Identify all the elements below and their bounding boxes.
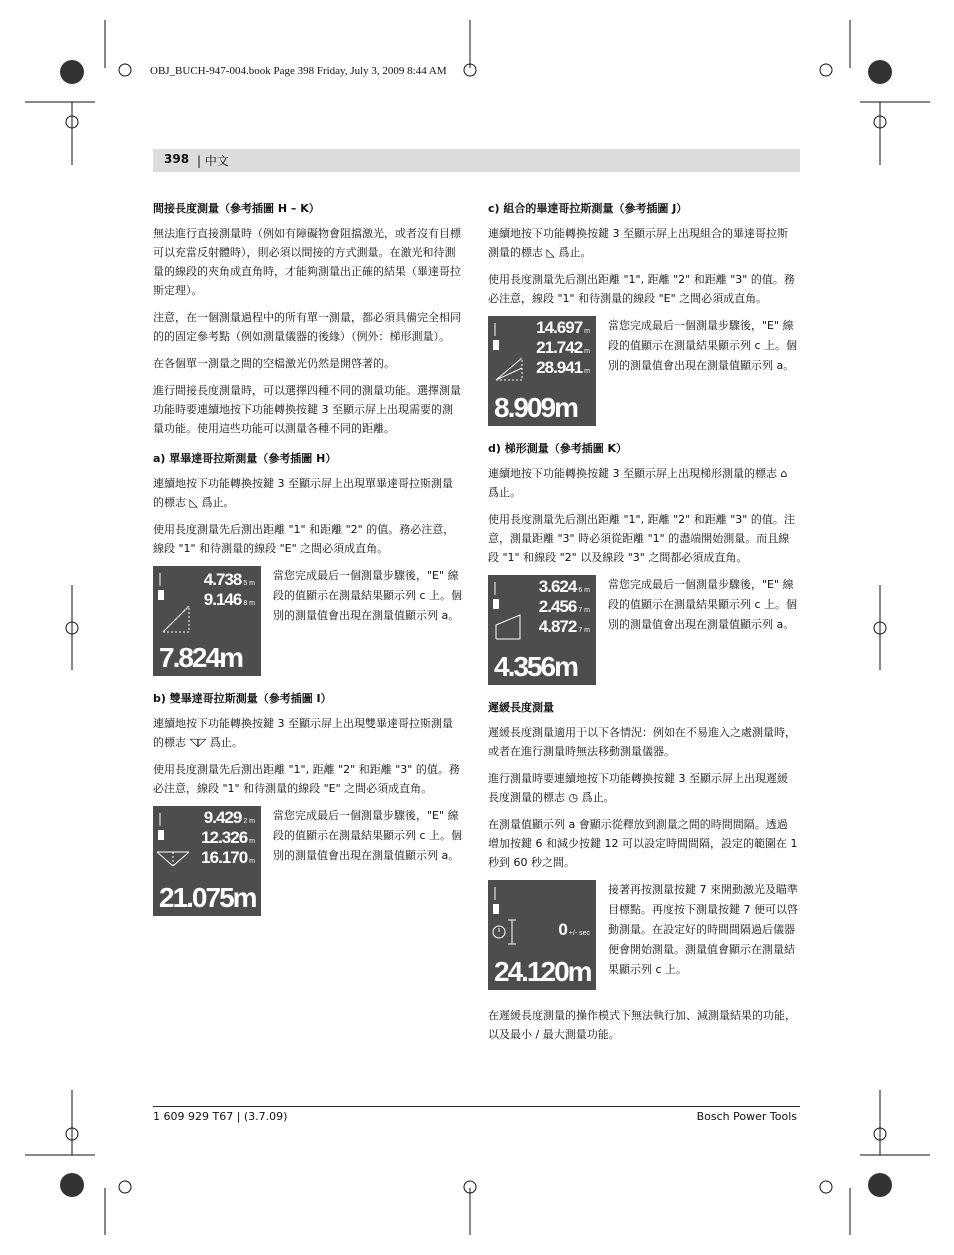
paragraph: 連續地按下功能轉換按鍵 3 至顯示屏上出現雙畢達哥拉斯測量的標志 ◹◸ 爲止。 <box>153 717 453 749</box>
section-b-title: b) 雙畢達哥拉斯測量（參考插圖 I） <box>153 692 332 705</box>
figure-delay <box>488 880 798 992</box>
file-header: OBJ_BUCH-947-004.book Page 398 Friday, July 3, 2009 8:44 AM <box>150 65 447 77</box>
value-row-2: 21.742 <box>536 338 583 357</box>
lcd-display: 3.624 6 m 2.456 7 m 4.872 7 m 4.356m <box>488 575 596 685</box>
paragraph: 進行間接長度測量時，可以選擇四種不同的測量功能。選擇測量功能時要連續地按下功能轉換按鍵 3 至顯示屏上出現需要的測量功能。使用這些功能可以測量各種不同的距離。 <box>153 384 461 435</box>
figure-j <box>488 316 798 428</box>
value-row-3: 28.941 <box>536 358 583 377</box>
indirect-measurement-title: 間接長度測量（參考插圖 H – K） <box>153 202 320 215</box>
lcd-display: 4.738 5 m 9.146 8 m 7.824m <box>153 566 261 676</box>
result-value: 8.909m <box>494 392 577 423</box>
device-icon <box>157 812 171 852</box>
paragraph: 連續地按下功能轉換按鍵 3 至顯示屏上出現組合的畢達哥拉斯測量的標志 ◺ 爲止。 <box>488 227 788 259</box>
paragraph: 使用長度測量先后測出距離 "1" 和距離 "2" 的值。務必注意，線段 "1" 和待測量的線段 "E" 之間必須成直角。 <box>153 523 455 555</box>
result-value: 24.120m <box>494 956 591 987</box>
lcd-display: 9.429 2 m 12.326 m 16.170 m 21.075m <box>153 806 261 916</box>
figure-caption: 當您完成最后一個測量步驟後，"E" 線段的值顯示在測量結果顯示列 c 上。個別的測量值會出現在測量值顯示列 a。 <box>273 569 463 622</box>
section-d-title: d) 梯形測量（參考插圖 K） <box>488 442 628 455</box>
paragraph: 使用長度測量先后測出距離 "1", 距離 "2" 和距離 "3" 的值。務必注意，線段 "1" 和待測量的線段 "E" 之間必須成直角。 <box>488 273 795 305</box>
figure-caption: 接著再按測量按鍵 7 來開動激光及瞄準目標點。再度按下測量按鍵 7 便可以啓動測量。在設定好的時間間隔過后儀器便會開始測量。測量值會顯示在測量結果顯示列 c 上。 <box>608 883 798 976</box>
value-row-1: 14.697 <box>536 318 583 337</box>
page-header-bar <box>153 149 800 172</box>
value-row-1: 9.429 <box>203 808 242 827</box>
paragraph: 進行測量時要連續地按下功能轉換按鍵 3 至顯示屏上出現遲緩長度測量的標志 ◷ 爲止。 <box>488 772 788 804</box>
result-value: 4.356m <box>494 651 577 682</box>
paragraph: 在遲緩長度測量的操作模式下無法執行加、減測量結果的功能，以及最小 / 最大測量功能。 <box>488 1009 796 1041</box>
value-row-1: 3.624 <box>538 577 577 596</box>
paragraph: 連續地按下功能轉換按鍵 3 至顯示屏上出現單畢達哥拉斯測量的標志 ◺ 爲止。 <box>153 477 453 509</box>
result-value: 21.075m <box>159 882 256 913</box>
result-value: 7.824m <box>159 642 242 673</box>
figure-caption: 當您完成最后一個測量步驟後，"E" 線段的值顯示在測量結果顯示列 c 上。個別的測量值會出現在測量值顯示列 a。 <box>273 809 463 862</box>
figure-caption: 當您完成最后一個測量步驟後，"E" 線段的值顯示在測量結果顯示列 c 上。個別的測量值會出現在測量值顯示列 a。 <box>608 578 798 631</box>
page-number: 398 <box>164 152 190 166</box>
left-column <box>153 202 463 932</box>
figure-h <box>153 566 463 678</box>
figure-caption: 當您完成最后一個測量步驟後，"E" 線段的值顯示在測量結果顯示列 c 上。個別的測量值會出現在測量值顯示列 a。 <box>608 319 798 372</box>
value-row-2: 9.146 <box>203 590 242 609</box>
double-pythagoras-icon <box>155 850 191 868</box>
combined-pythagoras-icon <box>494 356 524 382</box>
section-c-title: c) 組合的畢達哥拉斯測量（參考插圖 J） <box>488 202 688 215</box>
value-row-3: 4.872 <box>538 617 577 636</box>
right-column <box>488 202 798 1052</box>
pythagoras-icon <box>161 604 191 634</box>
footer-code: 1 609 929 T67 | (3.7.09) <box>153 1110 288 1123</box>
trapezoid-icon <box>492 613 524 641</box>
paragraph: 連續地按下功能轉換按鍵 3 至顯示屏上出現梯形測量的標志 ⌂ 爲止。 <box>488 467 788 499</box>
paragraph: 無法進行直接測量時（例如有障礙物會阻擋激光，或者沒有目標可以充當反射體時），則必須以間接的方式測量。在激光和待測量的線段的夾角成直角時，才能夠測量出正確的結果（畢達哥拉斯定理）。 <box>153 227 461 297</box>
paragraph: 遲緩長度測量適用于以下各情況：例如在不易進入之處測量時，或者在進行測量時無法移動測量儀器。 <box>488 726 796 758</box>
timer-icon <box>490 914 524 948</box>
paragraph: 使用長度測量先后測出距離 "1", 距離 "2" 和距離 "3" 的值。注意，測量距離 "3" 時必須從距離 "1" 的盡端開始測量。而且線段 "1" 和線段 "2" 以及線段 "3" 之間都必須成直角。 <box>488 513 795 564</box>
section-a-title: a) 單畢達哥拉斯測量（參考插圖 H） <box>153 452 337 465</box>
value-row-2: 2.456 <box>538 597 577 616</box>
value-row-1: 4.738 <box>203 570 242 589</box>
value-row-3: 16.170 <box>201 848 248 867</box>
figure-k <box>488 575 798 687</box>
lcd-display: 0 +/- sec 24.120m <box>488 880 596 990</box>
paragraph: 注意，在一個測量過程中的所有單一測量，都必須具備完全相同的的固定參考點（例如測量儀器的後緣）（例外：梯形測量）。 <box>153 311 461 343</box>
paragraph: 使用長度測量先后測出距離 "1", 距離 "2" 和距離 "3" 的值。務必注意，線段 "1" 和待測量的線段 "E" 之間必須成直角。 <box>153 763 460 795</box>
footer-rule <box>153 1106 800 1107</box>
paragraph: 在測量值顯示列 a 會顯示從釋放到測量之間的時間間隔。透過增加按鍵 6 和減少按鍵 12 可以設定時間間隔，設定的範圍在 1 秒到 60 秒之間。 <box>488 818 798 869</box>
footer-brand: Bosch Power Tools <box>696 1110 797 1123</box>
delay-seconds: 0 <box>558 920 567 939</box>
section-label: | 中文 <box>197 154 229 168</box>
value-row-2: 12.326 <box>201 828 248 847</box>
figure-i <box>153 806 463 918</box>
lcd-display: 14.697 m 21.742 m 28.941 m 8.909m <box>488 316 596 426</box>
section-delay-title: 遲緩長度測量 <box>488 701 554 714</box>
paragraph: 在各個單一測量之間的空檔激光仍然是開啓著的。 <box>153 357 395 370</box>
